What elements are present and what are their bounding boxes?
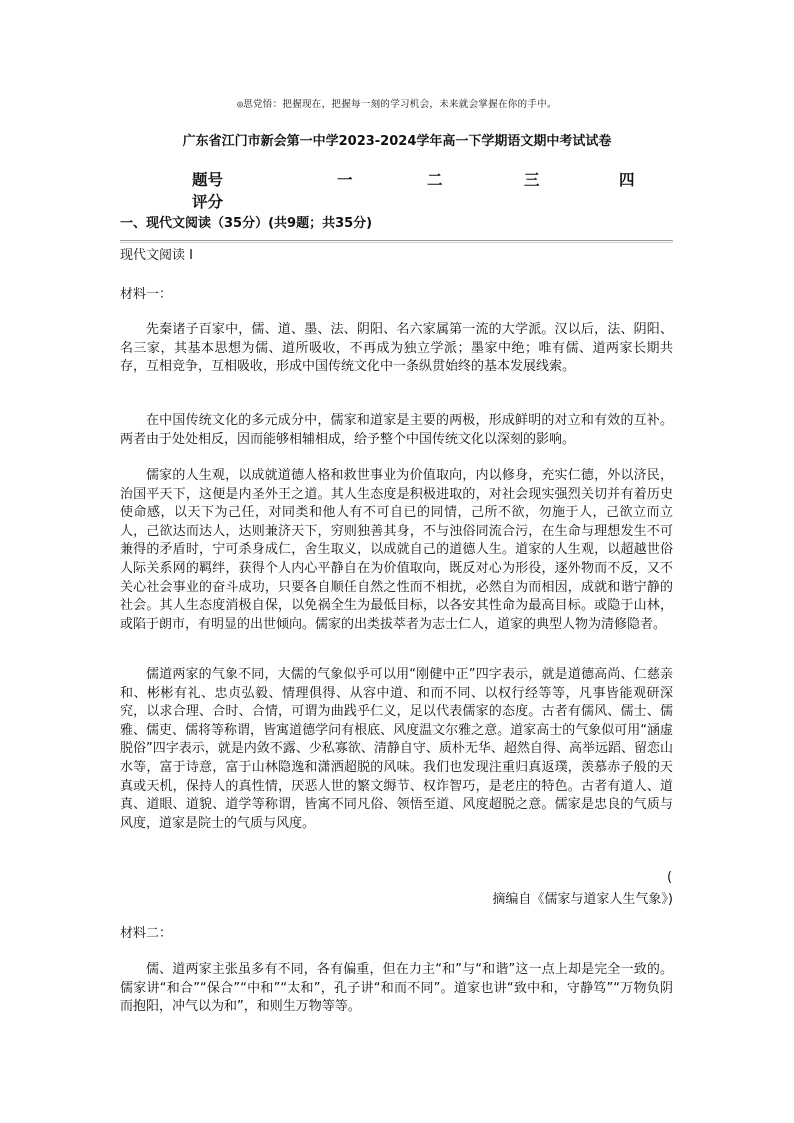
material-one-paragraph-2: 在中国传统文化的多元成分中，儒家和道家是主要的两极，形成鲜明的对立和有效的互补。两者由于处处相反，因而能够相辅相成，给予整个中国传统文化以深刻的影响。 [120, 413, 673, 447]
score-column-1: 一 [337, 171, 353, 189]
score-row-label: 评分 [192, 193, 224, 211]
material-one-source: 摘编自《儒家与道家人生气象》) [492, 892, 673, 907]
header-motto: ◎思党悟：把握现在，把握每一刻的学习机会，未来就会掌握在你的手中。 [237, 99, 557, 110]
section-subheading: 现代文阅读 I [120, 248, 193, 263]
section-divider [120, 240, 673, 241]
material-one-label: 材料一： [120, 287, 173, 302]
material-two-paragraph-1: 儒、道两家主张虽多有不同，各有偏重，但在力主“和”与“和谐”这一点上却是完全一致的。儒家讲“和合”“保合”“中和”“太和”，孔子讲“和而不同”。道家也讲“致中和，守静笃”“万物负阴而抱阳，冲气以为和”，和则生万物等等。 [120, 962, 673, 1015]
score-value-row [192, 190, 642, 212]
score-header-row [192, 168, 642, 190]
score-column-2: 二 [427, 171, 443, 189]
score-header-label: 题号 [192, 171, 224, 189]
score-column-3: 三 [524, 171, 540, 189]
material-one-paragraph-3: 儒家的人生观，以成就道德人格和救世事业为价值取向，内以修身，充实仁德，外以济民，治国平天下，这便是内圣外王之道。其人生态度是积极进取的，对社会现实强烈关切并有着历史使命感，以天下为己任，对同类和他人有不可自已的同情，己所不欲，勿施于人，己欲立而立人，己欲达而达人，达则兼济天下，穷则独善其身，不与浊俗同流合污，在生命与理想发生不可兼得的矛盾时，宁可杀身成仁，舍生取义，以成就自己的道德人生。道家的人生观，以超越世俗人际关系网的羁绊，获得个人内心平静自在为价值取向，既反对心为形役，逐外物而不反，又不关心社会事业的奋斗成功，只要各自顺任自然之性而不相扰，必然自为而相因，成就和谐宁静的社会。其人生态度消极自保，以免祸全生为最低目标，以各安其性命为最高目标。或隐于山林，或陷于朗市，有明显的出世倾向。儒家的出类拔萃者为志士仁人，道家的典型人物为清修隐者。 [120, 468, 673, 632]
section-heading: 一、现代文阅读（35分）(共9题；共35分) [120, 216, 373, 231]
material-two-label: 材料二： [120, 926, 173, 941]
score-column-4: 四 [619, 171, 635, 189]
section-divider-shadow [120, 242, 673, 243]
material-one-paragraph-1: 先秦诸子百家中，儒、道、墨、法、阴阳、名六家属第一流的大学派。汉以后，法、阴阳、名三家，其基本思想为儒、道所吸收，不再成为独立学派；墨家中绝；唯有儒、道两家长期共存，互相竞争，互相吸收，形成中国传统文化中一条纵贯始终的基本发展线索。 [120, 322, 673, 375]
score-table [192, 168, 642, 212]
source-open-paren: ( [667, 870, 673, 885]
exam-title: 广东省江门市新会第一中学2023-2024学年高一下学期语文期中考试试卷 [182, 134, 612, 149]
material-one-paragraph-4: 儒道两家的气象不同，大儒的气象似乎可以用“刚健中正”四字表示，就是道德高尚、仁慈亲和、彬彬有礼、忠贞弘毅、情理俱得、从容中道、和而不同、以权行经等等，凡事皆能观研深究，以求合理、合时、合情，可谓为曲践乎仁义，足以代表儒家的态度。古者有儒风、儒士、儒雅、儒吏、儒将等称谓，皆寓道德学问有根底、风度温文尔雅之意。道家高士的气象似可用“涵虚脱俗”四字表示，就是内敛不露、少私寡欲、清静自守、质朴无华、超然自得、高举远蹈、留恋山水等，富于诗意，富于山林隐逸和潇洒超脱的风味。我们也发现注重归真返璞，羡慕赤子般的天真或天机，保持人的真性情，厌恶人世的繁文缛节、权诈智巧，是老庄的特色。古者有道人、道真、道眼、道貌、道学等称谓，皆寓不同凡俗、领悟至道、风度超脱之意。儒家是忠良的气质与风度，道家是院士的气质与风度。 [120, 667, 673, 831]
